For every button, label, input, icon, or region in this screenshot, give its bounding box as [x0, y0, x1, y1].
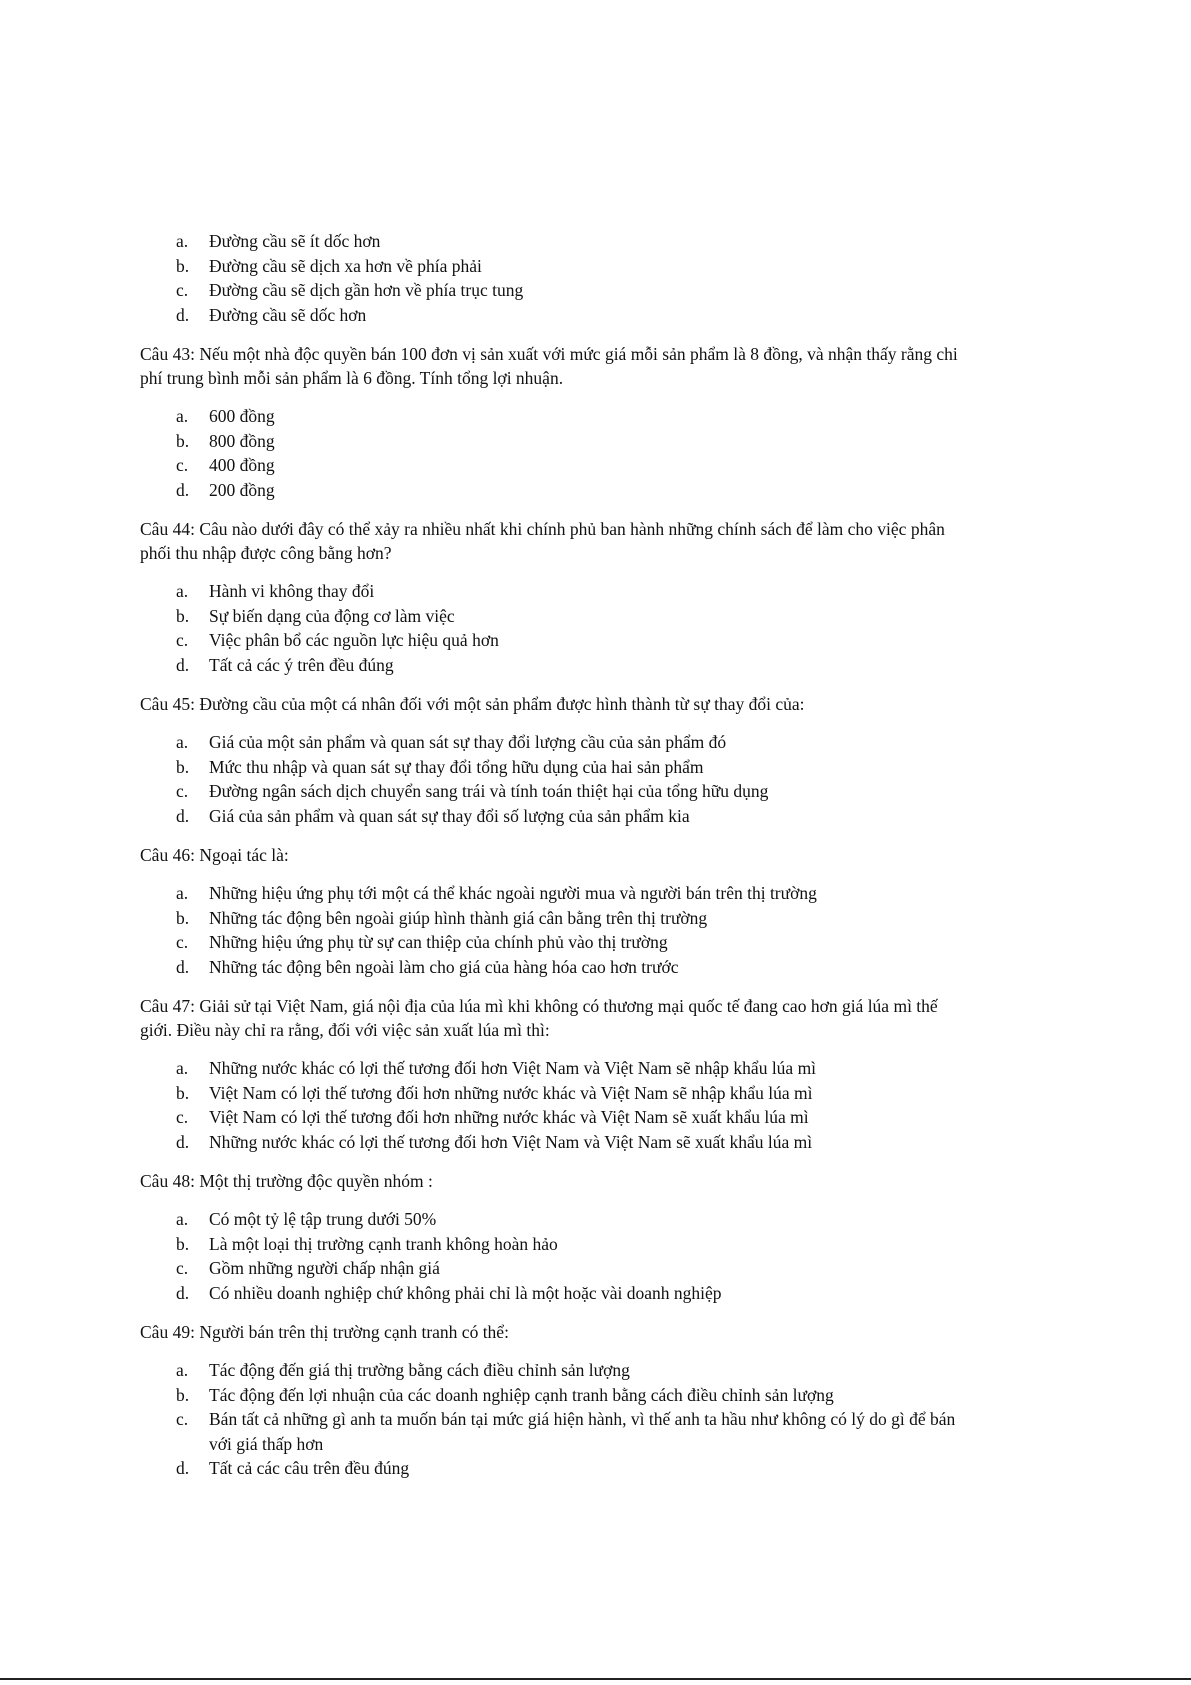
- option-letter: c.: [176, 280, 189, 300]
- option-item: [140, 604, 960, 629]
- option-item: [140, 628, 960, 653]
- option-letter: c.: [176, 932, 189, 952]
- option-letter: c.: [176, 630, 189, 650]
- option-item: [140, 278, 960, 303]
- option-letter: b.: [176, 1233, 190, 1254]
- option-letter: b.: [176, 907, 190, 928]
- option-text: Những hiệu ứng phụ từ sự can thiệp của chính phủ vào thị trường: [209, 932, 668, 952]
- question-text: [140, 843, 960, 867]
- option-letter: d.: [176, 304, 190, 325]
- option-item: [140, 906, 960, 931]
- option-text: Là một loại thị trường cạnh tranh không hoàn hảo: [209, 1233, 558, 1254]
- question-text: [140, 1169, 960, 1193]
- question-label: Câu 43:: [140, 344, 195, 364]
- question-label: Câu 49:: [140, 1322, 195, 1342]
- option-text: Tất cả các câu trên đều đúng: [209, 1458, 410, 1478]
- page-bottom-rule: [0, 1678, 1191, 1680]
- option-letter: c.: [176, 455, 189, 475]
- option-item: [140, 229, 960, 254]
- question-block-48: [140, 1169, 960, 1305]
- option-item: [140, 1358, 960, 1383]
- question-label: Câu 44:: [140, 519, 195, 539]
- options-list: [140, 1358, 960, 1481]
- option-letter: d.: [176, 479, 190, 500]
- option-text: 200 đồng: [209, 479, 275, 500]
- question-body: Đường cầu của một cá nhân đối với một sản phẩm được hình thành từ sự thay đổi của:: [194, 694, 805, 714]
- question-block-45: [140, 692, 960, 828]
- option-letter: b.: [176, 430, 190, 451]
- question-block-43: [140, 342, 960, 502]
- option-text: Tác động đến giá thị trường bằng cách điều chỉnh sản lượng: [209, 1360, 630, 1380]
- question-body: Người bán trên thị trường cạnh tranh có thể:: [194, 1322, 509, 1342]
- option-text: 600 đồng: [209, 406, 275, 426]
- question-block-47: [140, 994, 960, 1154]
- option-text: Việc phân bổ các nguồn lực hiệu quả hơn: [209, 630, 499, 650]
- option-text: Những hiệu ứng phụ tới một cá thể khác ngoài người mua và người bán trên thị trường: [209, 883, 817, 903]
- question-text: [140, 1320, 960, 1344]
- option-item: [140, 1256, 960, 1281]
- option-letter: a.: [176, 1209, 189, 1229]
- question-body: Giải sử tại Việt Nam, giá nội địa của lúa mì khi không có thương mại quốc tế đang cao hơn giá lúa mì thế giới. Điều này chỉ ra rằng, đối với việc sản xuất lúa mì thì:: [140, 996, 938, 1040]
- option-text: Những nước khác có lợi thế tương đối hơn Việt Nam và Việt Nam sẽ nhập khẩu lúa mì: [209, 1058, 817, 1078]
- question-text: [140, 994, 960, 1042]
- option-letter: c.: [176, 1409, 189, 1429]
- option-item: [140, 1130, 960, 1155]
- option-text: Có nhiều doanh nghiệp chứ không phải chỉ là một hoặc vài doanh nghiệp: [209, 1282, 722, 1303]
- option-letter: a.: [176, 1360, 189, 1380]
- option-letter: b.: [176, 1082, 190, 1103]
- option-item: [140, 755, 960, 780]
- option-item: [140, 881, 960, 906]
- option-letter: c.: [176, 1258, 189, 1278]
- option-item: [140, 404, 960, 429]
- document-page: [140, 229, 960, 1481]
- first-options-list: [140, 229, 960, 327]
- option-text: Gồm những người chấp nhận giá: [209, 1258, 440, 1278]
- question-label: Câu 46:: [140, 845, 195, 865]
- option-item: [140, 1281, 960, 1306]
- option-item: [140, 1456, 960, 1481]
- option-text: Tất cả các ý trên đều đúng: [209, 654, 394, 675]
- option-item: [140, 303, 960, 328]
- option-letter: d.: [176, 956, 190, 977]
- question-block-49: [140, 1320, 960, 1481]
- option-text: 400 đồng: [209, 455, 275, 475]
- option-letter: b.: [176, 1384, 190, 1405]
- option-text: Việt Nam có lợi thế tương đối hơn những nước khác và Việt Nam sẽ nhập khẩu lúa mì: [209, 1082, 813, 1103]
- option-text: Giá của một sản phẩm và quan sát sự thay đổi lượng cầu của sản phẩm đó: [209, 732, 727, 752]
- option-letter: a.: [176, 581, 189, 601]
- option-text: Đường cầu sẽ dốc hơn: [209, 304, 367, 325]
- option-text: Những tác động bên ngoài giúp hình thành giá cân bằng trên thị trường: [209, 907, 708, 928]
- option-item: [140, 1232, 960, 1257]
- question-label: Câu 45:: [140, 694, 195, 714]
- option-item: [140, 478, 960, 503]
- question-text: [140, 342, 960, 390]
- option-text: Việt Nam có lợi thế tương đối hơn những nước khác và Việt Nam sẽ xuất khẩu lúa mì: [209, 1107, 809, 1127]
- option-item: [140, 653, 960, 678]
- option-item: [140, 429, 960, 454]
- options-list: [140, 881, 960, 979]
- option-item: [140, 254, 960, 279]
- option-text: Có một tỷ lệ tập trung dưới 50%: [209, 1209, 437, 1229]
- option-letter: a.: [176, 883, 189, 903]
- option-text: Bán tất cả những gì anh ta muốn bán tại mức giá hiện hành, vì thế anh ta hầu như không có lý do gì để bán với giá thấp hơn: [209, 1409, 956, 1454]
- option-letter: c.: [176, 1107, 189, 1127]
- option-item: [140, 955, 960, 980]
- option-letter: c.: [176, 781, 189, 801]
- option-item: [140, 730, 960, 755]
- option-item: [140, 1207, 960, 1232]
- option-text: 800 đồng: [209, 430, 275, 451]
- option-text: Giá của sản phẩm và quan sát sự thay đổi số lượng của sản phẩm kia: [209, 805, 690, 826]
- option-item: [140, 1407, 960, 1456]
- question-body: Ngoại tác là:: [194, 845, 289, 865]
- question-text: [140, 692, 960, 716]
- question-body: Câu nào dưới đây có thể xảy ra nhiều nhất khi chính phủ ban hành những chính sách để làm cho việc phân phối thu nhập được công bằng hơn?: [140, 519, 945, 563]
- option-text: Đường cầu sẽ dịch gần hơn về phía trục tung: [209, 280, 524, 300]
- option-letter: a.: [176, 732, 189, 752]
- option-item: [140, 804, 960, 829]
- option-text: Mức thu nhập và quan sát sự thay đổi tổng hữu dụng của hai sản phẩm: [209, 756, 704, 777]
- option-letter: b.: [176, 756, 190, 777]
- question-body: Một thị trường độc quyền nhóm :: [194, 1171, 433, 1191]
- option-text: Những tác động bên ngoài làm cho giá của hàng hóa cao hơn trước: [209, 956, 679, 977]
- option-item: [140, 1056, 960, 1081]
- option-letter: d.: [176, 805, 190, 826]
- option-text: Tác động đến lợi nhuận của các doanh nghiệp cạnh tranh bằng cách điều chỉnh sản lượng: [209, 1384, 834, 1405]
- option-letter: d.: [176, 654, 190, 675]
- option-letter: b.: [176, 255, 190, 276]
- option-letter: d.: [176, 1282, 190, 1303]
- option-letter: a.: [176, 406, 189, 426]
- option-letter: d.: [176, 1131, 190, 1152]
- question-label: Câu 47:: [140, 996, 195, 1016]
- option-text: Những nước khác có lợi thế tương đối hơn Việt Nam và Việt Nam sẽ xuất khẩu lúa mì: [209, 1131, 813, 1152]
- option-item: [140, 1081, 960, 1106]
- question-block-44: [140, 517, 960, 677]
- option-text: Đường ngân sách dịch chuyển sang trái và tính toán thiệt hại của tổng hữu dụng: [209, 781, 769, 801]
- option-text: Hành vi không thay đổi: [209, 581, 375, 601]
- options-list: [140, 1207, 960, 1305]
- options-list: [140, 1056, 960, 1154]
- question-block-46: [140, 843, 960, 979]
- option-letter: b.: [176, 605, 190, 626]
- option-letter: a.: [176, 231, 189, 251]
- question-body: Nếu một nhà độc quyền bán 100 đơn vị sản xuất với mức giá mỗi sản phẩm là 8 đồng, và nhận thấy rằng chi phí trung bình mỗi sản phẩm là 6 đồng. Tính tổng lợi nhuận.: [140, 344, 958, 388]
- option-text: Đường cầu sẽ dịch xa hơn về phía phải: [209, 255, 482, 276]
- options-list: [140, 579, 960, 677]
- options-list: [140, 404, 960, 502]
- option-item: [140, 579, 960, 604]
- option-item: [140, 779, 960, 804]
- option-item: [140, 453, 960, 478]
- question-label: Câu 48:: [140, 1171, 195, 1191]
- option-item: [140, 930, 960, 955]
- option-item: [140, 1383, 960, 1408]
- option-text: Đường cầu sẽ ít dốc hơn: [209, 231, 381, 251]
- options-list: [140, 730, 960, 828]
- option-item: [140, 1105, 960, 1130]
- question-text: [140, 517, 960, 565]
- option-letter: d.: [176, 1458, 190, 1478]
- option-text: Sự biến dạng của động cơ làm việc: [209, 605, 455, 626]
- option-letter: a.: [176, 1058, 189, 1078]
